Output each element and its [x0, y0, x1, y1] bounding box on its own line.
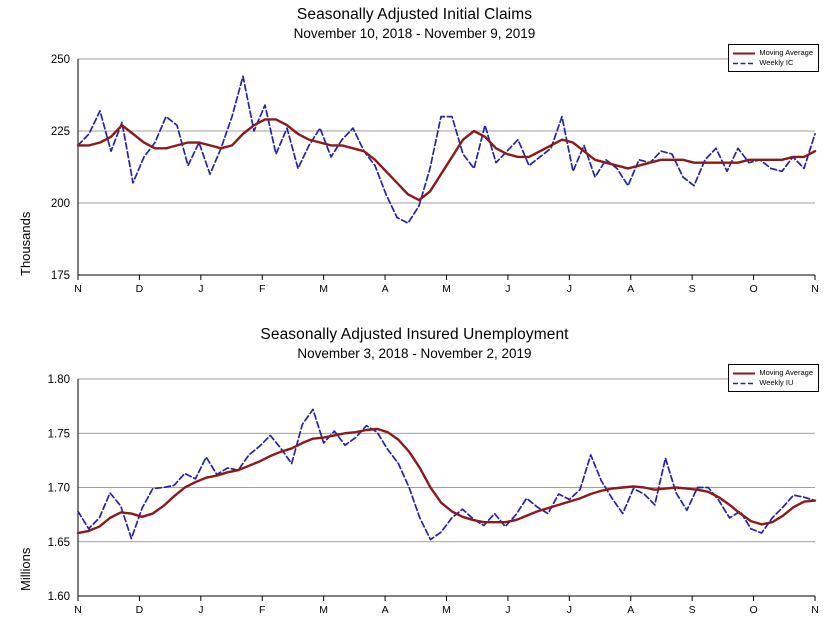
chart-insured-unemployment [0, 320, 829, 641]
svg-text:J: J [566, 604, 572, 616]
chart-canvas-iu [0, 361, 829, 626]
legend-label-weekly-iu: Weekly IU [759, 378, 794, 387]
svg-text:J: J [505, 604, 511, 616]
svg-text:N: N [74, 283, 82, 295]
svg-text:A: A [381, 604, 389, 616]
plot-area-iu [0, 361, 829, 626]
legend-iu [728, 364, 819, 392]
svg-text:175: 175 [50, 270, 70, 282]
chart-title-ic: Seasonally Adjusted Initial Claims [296, 6, 533, 23]
series-line-weekly-ic [78, 76, 815, 223]
series-line-weekly-iu [78, 409, 815, 539]
svg-text:J: J [198, 283, 204, 295]
svg-text:D: D [135, 604, 144, 616]
svg-text:N: N [811, 604, 819, 616]
y-axis-label-iu: Millions [18, 547, 33, 591]
legend-label-weekly-ic: Weekly IC [759, 58, 794, 67]
svg-text:N: N [811, 283, 819, 295]
svg-text:O: O [749, 283, 758, 295]
svg-text:F: F [259, 604, 266, 616]
svg-text:S: S [688, 283, 696, 295]
legend-item-moving-average [733, 368, 813, 378]
legend-swatch-dashed [733, 59, 755, 68]
svg-text:J: J [566, 283, 572, 295]
plot-area-ic [0, 41, 829, 303]
svg-text:200: 200 [50, 198, 70, 210]
legend-swatch-solid [733, 369, 755, 378]
svg-text:1.80: 1.80 [47, 374, 70, 386]
y-axis-label-ic: Thousands [18, 211, 33, 276]
svg-text:J: J [505, 283, 511, 295]
svg-text:M: M [319, 604, 329, 616]
chart-canvas-ic [0, 41, 829, 303]
legend-item-weekly [733, 378, 813, 388]
svg-text:M: M [442, 604, 451, 616]
svg-text:1.65: 1.65 [47, 536, 70, 549]
svg-text:N: N [74, 604, 82, 616]
svg-text:S: S [688, 604, 696, 616]
legend-swatch-dashed [733, 379, 755, 388]
svg-text:M: M [442, 283, 451, 295]
svg-text:A: A [381, 283, 389, 295]
legend-item-moving-average [733, 48, 813, 58]
chart-initial-claims [0, 0, 829, 320]
svg-text:O: O [749, 604, 758, 616]
svg-text:J: J [198, 604, 204, 616]
svg-text:A: A [627, 604, 635, 616]
chart-subtitle-iu: November 3, 2018 - November 2, 2019 [297, 346, 532, 361]
legend-item-weekly [733, 58, 813, 68]
legend-swatch-solid [733, 49, 755, 58]
svg-text:250: 250 [50, 54, 70, 66]
svg-text:F: F [259, 283, 266, 295]
svg-text:1.75: 1.75 [47, 428, 70, 441]
svg-text:1.60: 1.60 [47, 591, 70, 603]
svg-text:M: M [319, 283, 329, 295]
series-line-moving-average [78, 429, 815, 533]
legend-label-moving-average: Moving Average [759, 368, 813, 377]
legend-label-moving-average: Moving Average [759, 48, 813, 57]
svg-text:A: A [627, 283, 635, 295]
chart-subtitle-ic: November 10, 2018 - November 9, 2019 [293, 26, 536, 41]
svg-text:1.70: 1.70 [47, 482, 70, 495]
legend-ic [728, 44, 819, 72]
svg-text:225: 225 [50, 126, 70, 138]
svg-text:D: D [135, 283, 144, 295]
chart-title-iu: Seasonally Adjusted Insured Unemployment [260, 326, 569, 343]
